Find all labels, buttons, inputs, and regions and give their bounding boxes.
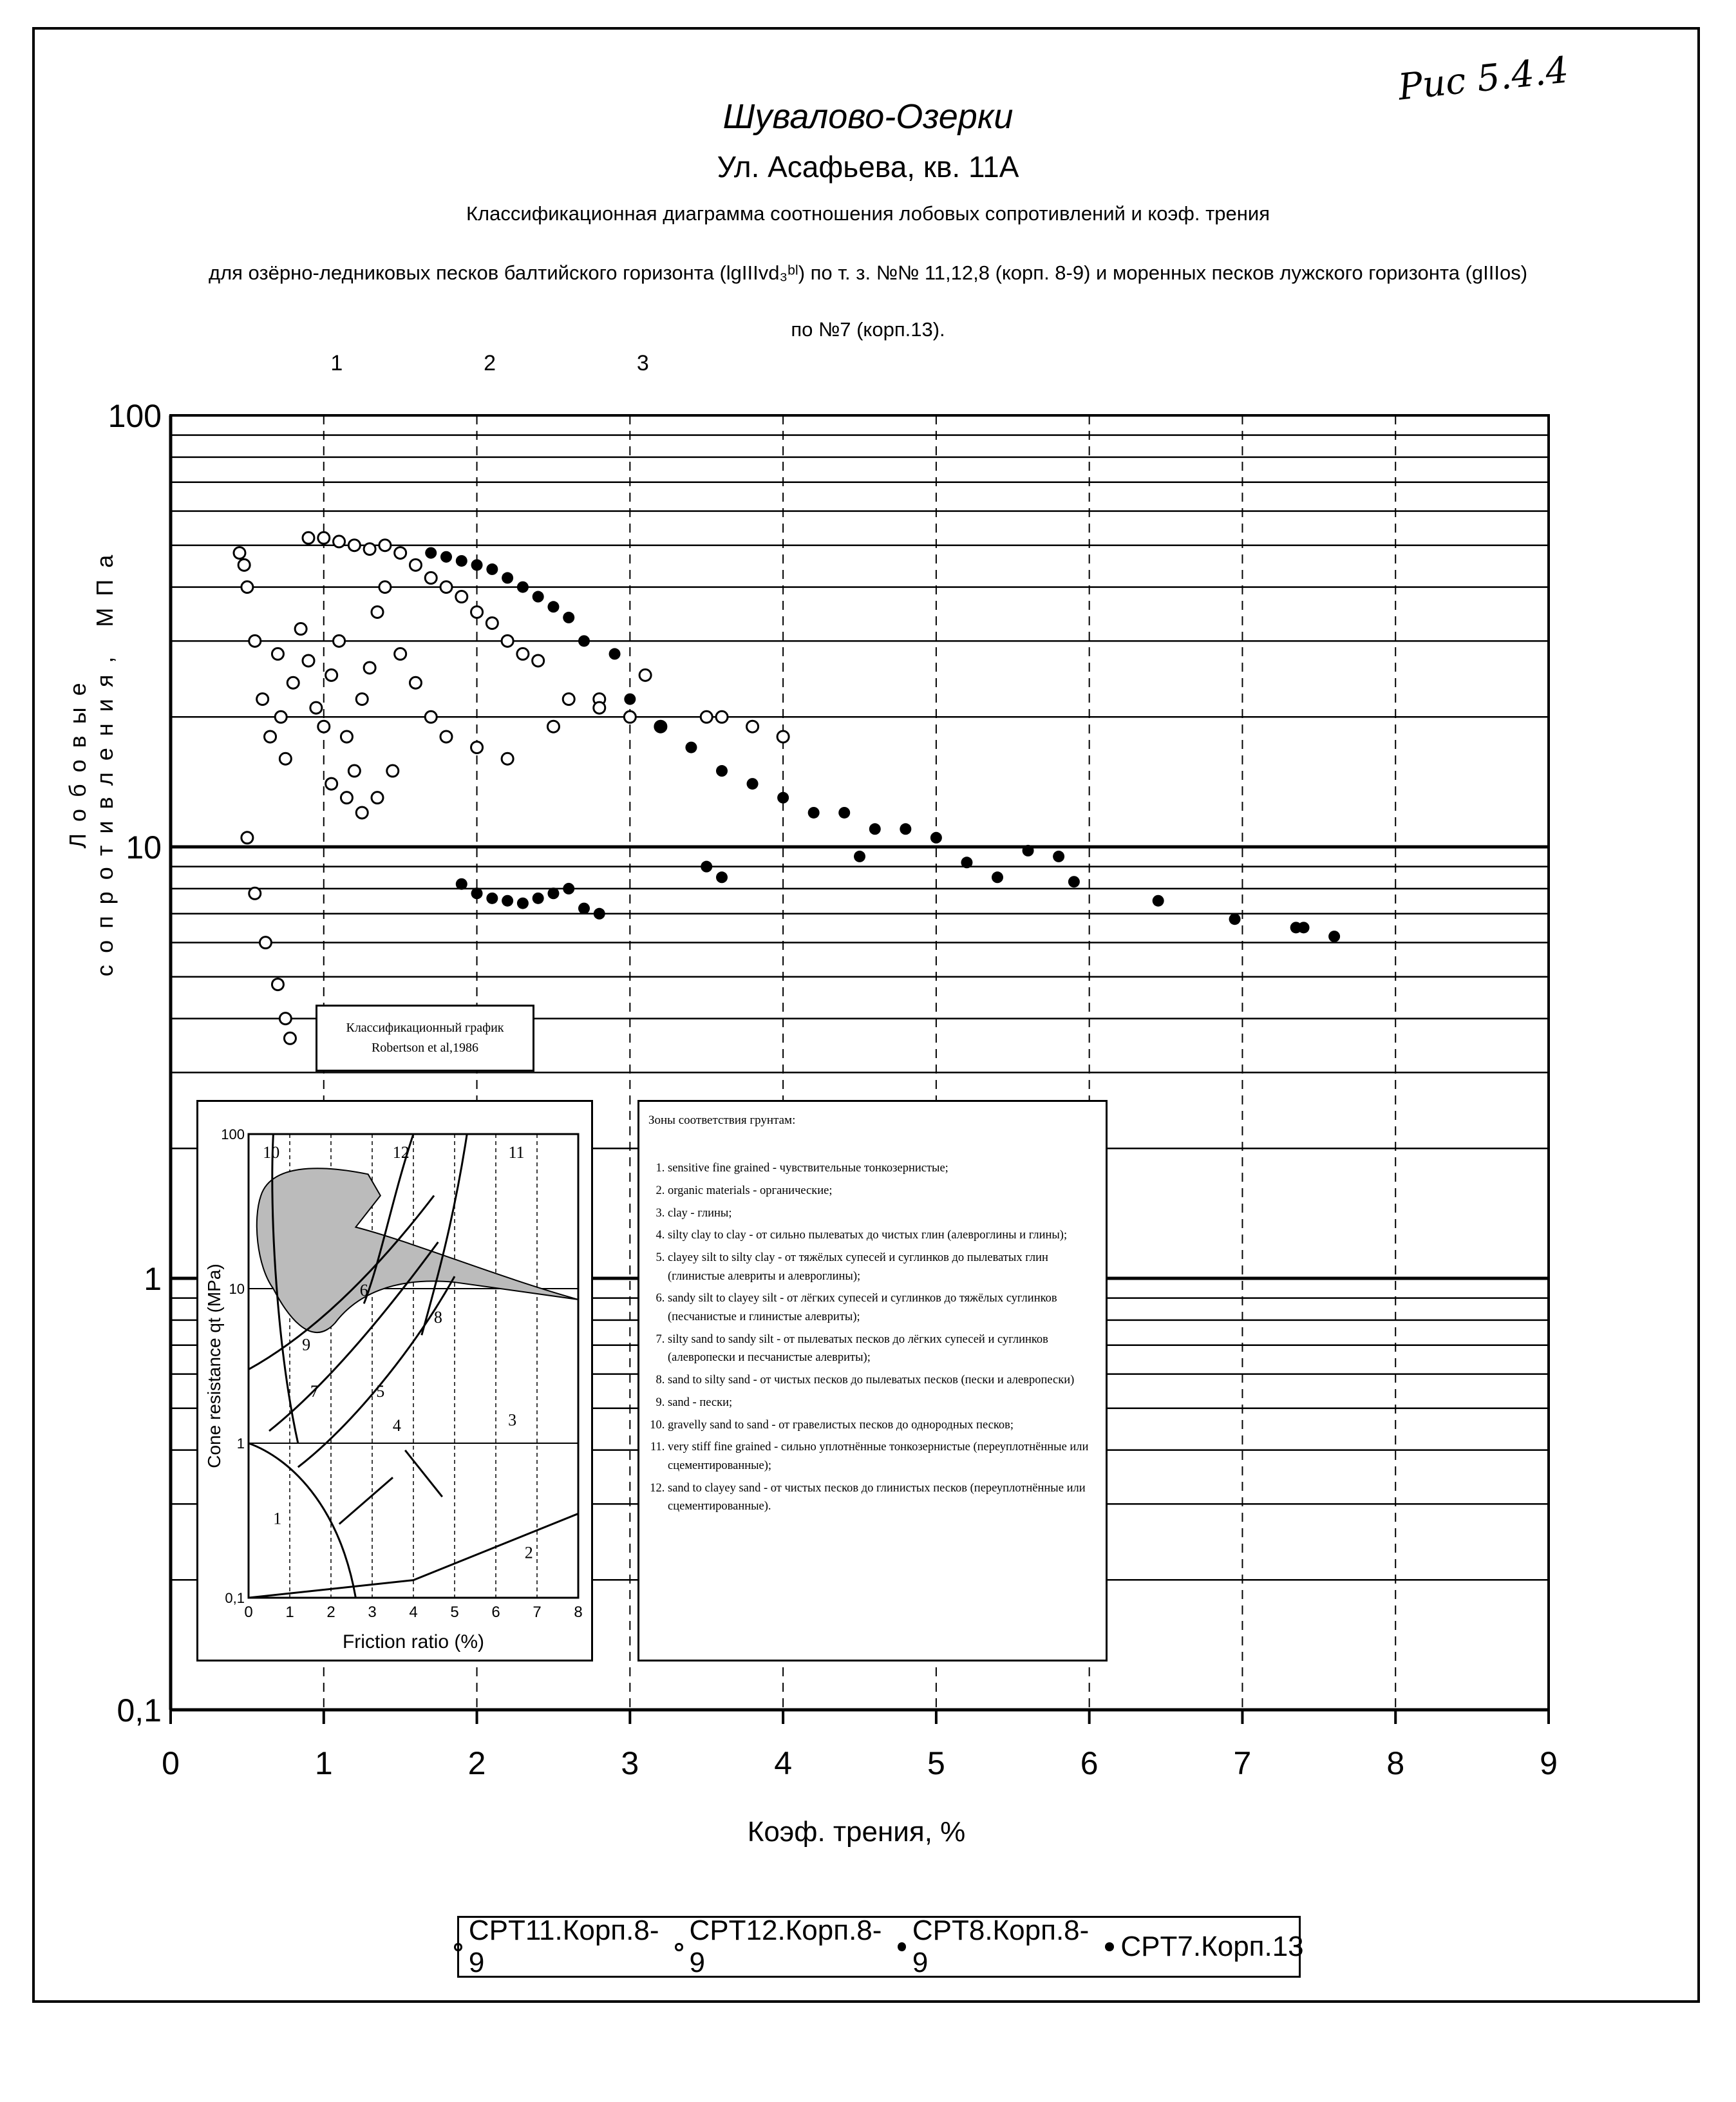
chart-title: Шувалово-Озерки <box>722 97 1014 136</box>
inset-x-tick-label: 7 <box>533 1604 542 1621</box>
x-tick-label: 6 <box>1080 1745 1099 1781</box>
data-point <box>334 536 345 547</box>
open-circle-marker-icon <box>454 1943 462 1951</box>
data-point <box>930 832 942 844</box>
data-point <box>533 655 544 667</box>
data-point <box>334 635 345 647</box>
data-point <box>639 669 651 681</box>
data-point <box>869 823 881 835</box>
zone-item: 6. sandy silt to clayey silt - от лёгких супесей и суглинков до тяжёлых суглинков (песчанистые и глинистые алевриты); <box>668 1289 1097 1326</box>
data-point <box>440 551 452 563</box>
inset-x-tick-label: 0 <box>244 1604 253 1621</box>
data-point <box>284 1032 296 1044</box>
chart-description-line-2: для озёрно-ледниковых песков балтийского горизонта (lgIIIvd₃ᵇˡ) по т. з. №№ 11,12,8 (корп. 8-9) и моренных песков лужского горизонта (gIIIos) <box>208 261 1528 284</box>
x-tick-label: 2 <box>467 1745 486 1781</box>
inset-caption <box>316 1005 534 1072</box>
data-point <box>257 694 269 705</box>
inset-caption-line-1: Классификационный график <box>346 1021 504 1035</box>
zone-item: 8. sand to silty sand - от чистых песков до пылеватых песков (пески и алевропески) <box>668 1371 1097 1390</box>
data-point <box>425 711 437 723</box>
inset-x-tick-label: 8 <box>574 1604 583 1621</box>
zone-item: 4. silty clay to clay - от сильно пылеватых до чистых глин (алевроглины и глины); <box>668 1226 1097 1245</box>
inset-x-tick-label: 3 <box>368 1604 377 1621</box>
data-point <box>486 893 498 904</box>
y-tick-label: 0,1 <box>117 1692 162 1728</box>
data-point <box>547 601 559 612</box>
data-point <box>303 532 314 544</box>
inset-y-tick-label: 1 <box>236 1435 245 1452</box>
data-point <box>1068 876 1080 887</box>
data-point <box>502 572 513 583</box>
data-point <box>364 662 375 674</box>
data-point <box>1298 922 1310 933</box>
data-point <box>456 878 467 890</box>
data-point <box>326 669 337 681</box>
data-point <box>279 1013 291 1025</box>
data-point <box>348 540 360 551</box>
data-point <box>279 753 291 764</box>
data-point <box>547 721 559 732</box>
data-point <box>341 731 352 743</box>
data-point <box>272 648 283 659</box>
data-point <box>265 731 276 743</box>
x-tick-label: 1 <box>314 1745 333 1781</box>
data-point <box>547 887 559 899</box>
data-point <box>563 694 574 705</box>
data-point <box>379 582 391 593</box>
data-point <box>275 711 287 723</box>
data-point <box>348 765 360 777</box>
data-point <box>425 547 437 559</box>
inset-zone-label: 11 <box>508 1143 525 1162</box>
handwritten-annotation: Рис 5.4.4 <box>1395 49 1571 109</box>
data-point <box>777 731 789 743</box>
data-point <box>747 778 759 790</box>
data-point <box>502 635 513 647</box>
inset-x-tick-label: 2 <box>326 1604 335 1621</box>
data-point <box>685 742 697 753</box>
data-point <box>410 559 421 571</box>
inset-x-tick-label: 6 <box>491 1604 500 1621</box>
x-tick-label: 3 <box>621 1745 639 1781</box>
data-point <box>609 648 621 659</box>
data-point <box>303 655 314 667</box>
filled-circle-marker-icon <box>1105 1942 1114 1951</box>
zone-boundary-label: 1 <box>330 351 343 375</box>
inset-zone-label: 8 <box>433 1308 442 1327</box>
data-point <box>533 893 544 904</box>
data-point <box>249 887 261 899</box>
robertson-inset-chart <box>196 1100 593 1662</box>
data-point <box>701 861 712 873</box>
data-point <box>471 887 483 899</box>
zone-item: 3. clay - глины; <box>668 1204 1097 1223</box>
inset-zone-label: 9 <box>302 1335 311 1354</box>
zone-item: 11. very stiff fine grained - сильно уплотнённые тонкозернистые (переуплотнённые или сцементированные); <box>668 1438 1097 1475</box>
data-point <box>854 851 865 862</box>
data-point <box>578 903 590 914</box>
data-point <box>716 711 728 723</box>
data-point <box>356 694 368 705</box>
x-tick-label: 7 <box>1233 1745 1252 1781</box>
open-circle-marker-icon <box>675 1943 683 1951</box>
data-point <box>517 648 529 659</box>
zone-boundary-label: 2 <box>484 351 496 375</box>
data-point <box>624 711 636 723</box>
zones-list <box>648 1159 1097 1515</box>
data-point <box>356 807 368 819</box>
data-point <box>471 559 483 571</box>
x-tick-label: 4 <box>774 1745 793 1781</box>
x-tick-label: 9 <box>1540 1745 1558 1781</box>
data-point <box>387 765 399 777</box>
inset-y-tick-label: 0,1 <box>225 1590 245 1606</box>
data-point <box>838 807 850 819</box>
data-point <box>341 792 352 804</box>
data-point <box>486 563 498 575</box>
data-point <box>249 635 261 647</box>
data-point <box>701 711 712 723</box>
data-point <box>716 765 728 777</box>
robertson-inset-svg <box>198 1102 591 1660</box>
data-point <box>234 547 245 559</box>
inset-zone-label: 2 <box>524 1543 533 1562</box>
inset-zone-label: 6 <box>359 1280 368 1300</box>
inset-y-tick-label: 10 <box>229 1281 245 1297</box>
data-point <box>502 753 513 764</box>
data-point <box>1023 845 1034 857</box>
data-point <box>326 778 337 790</box>
data-point <box>456 555 467 567</box>
data-point <box>1153 895 1164 907</box>
data-point <box>471 742 483 753</box>
data-point <box>1328 931 1340 942</box>
data-point <box>372 606 383 618</box>
data-point <box>900 823 911 835</box>
data-point <box>808 807 820 819</box>
data-point <box>716 871 728 883</box>
data-point <box>440 731 452 743</box>
zone-item: 2. organic materials - органические; <box>668 1182 1097 1200</box>
zone-item: 1. sensitive fine grained - чувствительные тонкозернистые; <box>668 1159 1097 1178</box>
data-point <box>533 591 544 603</box>
chart-description-line-1: Классификационная диаграмма соотношения лобовых сопротивлений и коэф. трения <box>466 202 1270 225</box>
x-tick-label: 0 <box>162 1745 180 1781</box>
zones-heading: Зоны соответствия грунтам: <box>648 1113 796 1127</box>
data-point <box>471 606 483 618</box>
soil-zones-legend <box>637 1100 1108 1662</box>
inset-y-axis-label: Cone resistance qt (MPa) <box>204 1264 224 1468</box>
zone-item: 5. clayey silt to silty clay - от тяжёлых супесей и суглинков до пылеватых глин (глинистые алевриты и алевроглины); <box>668 1249 1097 1285</box>
filled-circle-marker-icon <box>898 1942 906 1951</box>
chart-legend <box>457 1915 1304 1978</box>
data-point <box>395 547 406 559</box>
data-point <box>295 623 307 635</box>
legend-item-cpt12: CPT12.Корп.8-9 <box>675 1915 882 1979</box>
inset-zone-label: 7 <box>310 1381 319 1401</box>
inset-caption-line-2: Robertson et al,1986 <box>371 1041 479 1055</box>
inset-x-tick-label: 5 <box>450 1604 459 1621</box>
y-tick-label: 1 <box>144 1261 162 1297</box>
data-point <box>287 677 299 688</box>
zone-boundary-label: 3 <box>636 351 649 375</box>
inset-x-axis-label: Friction ratio (%) <box>342 1631 485 1652</box>
data-point <box>578 635 590 647</box>
zone-item: 12. sand to clayey sand - от чистых песков до глинистых песков (переуплотнённые или сцементированные). <box>668 1479 1097 1516</box>
data-point <box>992 871 1003 883</box>
zone-item: 10. gravelly sand to sand - от гравелистых песков до однородных песков; <box>668 1416 1097 1435</box>
data-point <box>1053 851 1064 862</box>
data-point <box>486 618 498 629</box>
inset-x-tick-label: 4 <box>409 1604 418 1621</box>
data-point <box>655 721 666 732</box>
data-point <box>777 792 789 804</box>
y-tick-label: 100 <box>108 398 162 434</box>
data-point <box>238 559 250 571</box>
chart-description-line-3: по №7 (корп.13). <box>791 318 945 341</box>
data-point <box>410 677 421 688</box>
inset-x-tick-label: 1 <box>285 1604 294 1621</box>
x-tick-label: 8 <box>1386 1745 1405 1781</box>
data-point <box>563 883 574 895</box>
data-point <box>272 979 283 990</box>
data-point <box>241 832 253 844</box>
zone-item: 9. sand - пески; <box>668 1394 1097 1412</box>
data-point <box>395 648 406 659</box>
data-point <box>241 582 253 593</box>
chart-subtitle: Ул. Асафьева, кв. 11А <box>717 150 1019 184</box>
legend-item-cpt8: CPT8.Корп.8-9 <box>898 1915 1090 1979</box>
data-point <box>1229 913 1241 925</box>
data-point <box>440 582 452 593</box>
zone-item: 7. silty sand to sandy silt - от пылеватых песков до лёгких супесей и суглинков (алевропески и песчанистые алевриты); <box>668 1330 1097 1367</box>
inset-y-tick-label: 100 <box>221 1126 245 1142</box>
data-point <box>594 702 605 714</box>
inset-zone-label: 12 <box>392 1143 410 1162</box>
data-point <box>318 721 330 732</box>
legend-item-cpt7: CPT7.Корп.13 <box>1105 1931 1303 1963</box>
inset-zone-label: 3 <box>508 1410 517 1430</box>
data-point <box>961 857 972 868</box>
inset-zone-label: 5 <box>376 1381 385 1401</box>
data-point <box>310 702 322 714</box>
data-point <box>379 540 391 551</box>
data-point <box>318 532 330 544</box>
data-point <box>425 572 437 583</box>
data-point <box>624 694 636 705</box>
data-point <box>364 544 375 555</box>
data-point <box>563 612 574 623</box>
data-point <box>517 582 529 593</box>
inset-zone-label: 4 <box>392 1416 401 1435</box>
data-point <box>259 937 271 949</box>
data-point <box>594 908 605 920</box>
data-point <box>517 898 529 909</box>
inset-zone-label: 10 <box>263 1143 280 1162</box>
x-axis-label: Коэф. трения, % <box>747 1816 966 1848</box>
data-point <box>502 895 513 907</box>
inset-zone-label: 1 <box>273 1509 282 1528</box>
data-point <box>747 721 759 732</box>
data-point <box>456 591 467 603</box>
legend-item-cpt11: CPT11.Корп.8-9 <box>454 1915 659 1979</box>
y-tick-label: 10 <box>126 829 162 866</box>
y-axis-label: Лобовые сопротивления, МПа <box>64 543 118 977</box>
data-point <box>372 792 383 804</box>
x-tick-label: 5 <box>927 1745 945 1781</box>
